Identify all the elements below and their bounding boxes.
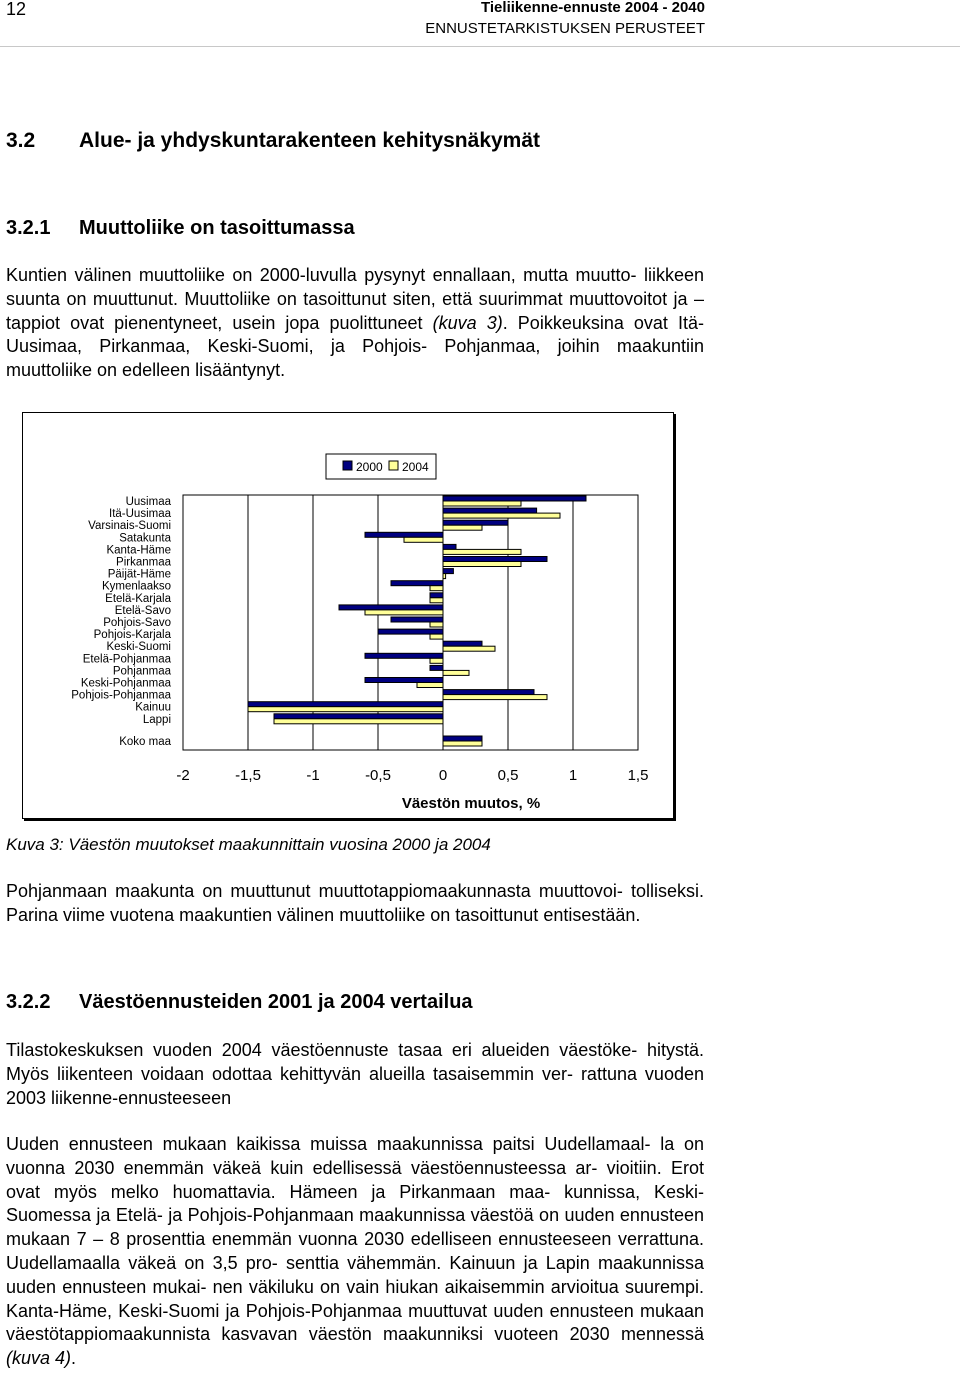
bar-2000 (443, 496, 586, 501)
bar-2004 (404, 537, 443, 542)
text-line: 2030 edelliseen ennusteeseen verrattuna. Uudellamaalla väkeä on 3,5 pro- (6, 1229, 704, 1273)
figure-caption: Kuva 3: Väestön muutokset maakunnittain vuosina 2000 ja 2004 (6, 835, 491, 854)
text-line: Pohjanmaan maakunta on muuttunut muuttotappiomaakunnasta muuttovoi- (6, 881, 623, 901)
paragraph-forecast-detail (6, 1133, 704, 1371)
category-label: Keski-Suomi (106, 641, 171, 654)
category-label: Kymenlaakso (101, 580, 171, 593)
category-label: Lappi (142, 713, 171, 726)
bar-2004 (430, 598, 443, 603)
bar-2004 (417, 683, 443, 688)
bar-2004 (430, 634, 443, 639)
category-label: Etelä-Pohjanmaa (82, 653, 171, 666)
figure-reference: (kuva 3) (422, 312, 503, 333)
category-label: Pohjois-Savo (103, 617, 171, 629)
category-label: Etelä-Savo (114, 604, 171, 617)
text-line: Keski-Suomi ja Pohjois-Pohjanmaa muuttuvat uuden ennusteen mukaan (118, 1300, 704, 1321)
x-tick-label: -1 (306, 767, 320, 784)
category-label: Kanta-Häme (106, 544, 171, 557)
bar-2004 (443, 501, 521, 506)
bar-2004 (443, 646, 495, 651)
subsection-heading-1 (6, 217, 355, 240)
text-line: tolliseksi. Parina viime vuotena maakuntien välinen muuttoliike on tasoittunut (6, 881, 704, 925)
category-label: Itä-Uusimaa (109, 508, 171, 521)
bar-2004 (365, 610, 443, 615)
text-line: hitystä. Myös liikenteen voidaan odottaa kehittyvän alueilla tasaisemmin ver- (6, 1040, 704, 1084)
x-tick-label: 0 (438, 767, 448, 784)
x-tick-label: -0,5 (365, 767, 391, 784)
category-label: Varsinais-Suomi (88, 520, 171, 533)
bar-2000 (443, 641, 482, 646)
subsection-title-2: Väestöennusteiden 2001 ja 2004 vertailua (79, 991, 473, 1013)
subsection-number-2: 3.2.2 (6, 991, 51, 1013)
text-line: liikkeen suunta on muuttunut. Muuttoliike on tasoittunut siten, että suurimmat (6, 265, 704, 309)
text-line: la on vuonna 2030 enemmän väkeä kuin edellisessä väestöennusteessa ar- (6, 1134, 704, 1178)
subsection-heading-2 (6, 991, 473, 1014)
bar-2004 (443, 574, 446, 579)
header-rule (0, 46, 960, 47)
text-line: väestötappiomaakunnista kasvavan väestön maakunniksi vuoteen 2030 (6, 1324, 610, 1345)
bar-2000 (443, 508, 537, 513)
legend-swatch-2004 (389, 461, 398, 470)
x-tick-label: 1,5 (627, 767, 649, 784)
x-tick-label: 0,5 (497, 767, 519, 784)
bar-2004 (430, 658, 443, 663)
bar-2000 (365, 653, 443, 658)
paragraph-migration (6, 264, 704, 383)
text-line: väestöä on uuden ennusteen mukaan 7 – 8 prosenttia enemmän vuonna (6, 1205, 704, 1250)
text-line: senttia vähemmän. Kainuun ja Lapin maakunnissa uuden ennusteen mukai- (6, 1252, 705, 1297)
bar-2000 (339, 605, 443, 610)
section-title: Alue- ja yhdyskuntarakenteen kehitysnäkymät (79, 129, 541, 152)
text-line: rattuna vuoden 2003 liikenne-ennusteeseen (6, 1063, 704, 1108)
text-line: Poikkeuksina ovat Itä-Uusimaa, Pirkanmaa, Keski-Suomi, ja Pohjois- (6, 312, 704, 357)
bar-2004 (430, 586, 443, 591)
header-subtitle: ENNUSTETARKISTUKSEN PERUSTEET (425, 20, 705, 37)
chart-svg (23, 413, 673, 818)
text-line: entisestään. (543, 904, 641, 925)
figure-reference: (kuva 4) (6, 1348, 72, 1369)
bar-2000 (365, 532, 443, 537)
paragraph-pohjanmaa (6, 880, 704, 928)
population-change-chart (22, 412, 674, 819)
bar-2000 (443, 690, 534, 695)
header-title: Tieliikenne-ennuste 2004 - 2040 (481, 0, 705, 16)
section-heading (6, 129, 540, 153)
subsection-number-1: 3.2.1 (6, 217, 51, 239)
bar-2000 (378, 629, 443, 634)
bar-2004 (443, 695, 547, 700)
text-line: kunnissa, Keski-Suomessa ja Etelä- ja Pohjois-Pohjanmaan maakunnissa (6, 1181, 704, 1226)
legend-label-2004: 2004 (402, 460, 429, 474)
bar-2000 (430, 593, 443, 598)
x-tick-label: -1,5 (235, 767, 261, 784)
text-line: Pohjanmaa, joihin maakuntiin muuttoliike on edelleen lisääntynyt. (6, 336, 704, 381)
bar-2004 (443, 525, 482, 530)
category-label: Pohjois-Pohjanmaa (71, 689, 171, 702)
bar-2000 (365, 678, 443, 683)
bar-2000 (443, 520, 508, 525)
bar-2000 (248, 702, 443, 707)
bar-2004 (443, 513, 560, 518)
text-line: . (502, 312, 508, 333)
legend-swatch-2000 (343, 461, 352, 470)
category-label: Pirkanmaa (116, 556, 171, 569)
bar-2004 (443, 670, 469, 675)
bar-2000 (443, 736, 482, 741)
x-tick-label: 1 (568, 767, 578, 784)
bar-2004 (443, 562, 521, 567)
bar-2000 (274, 714, 443, 719)
bar-2000 (443, 569, 453, 574)
text-line: muuttovoitot ja –tappiot ovat pienentyneet, usein jopa puolittuneet (6, 288, 704, 333)
x-axis-title: Väestön muutos, % (401, 795, 541, 812)
category-label: Pohjanmaa (112, 665, 171, 678)
legend-label-2000: 2000 (356, 460, 383, 474)
x-tick-label: -2 (176, 767, 190, 784)
bar-2000 (391, 581, 443, 586)
text-line: vioitiin. Erot ovat myös melko huomattavia. Hämeen ja Pirkanmaan maa- (6, 1157, 704, 1202)
category-label: Etelä-Karjala (105, 592, 171, 605)
text-line: Kuntien välinen muuttoliike on 2000-luvulla pysynyt ennallaan, mutta muutto- (6, 265, 637, 285)
bar-2004 (443, 549, 521, 554)
bar-2004 (430, 622, 443, 627)
category-label: Kainuu (135, 701, 171, 714)
paragraph-forecast-intro (6, 1039, 704, 1110)
text-line: mennessä (620, 1324, 704, 1345)
bar-2004 (443, 741, 482, 746)
category-label: Uusimaa (125, 496, 171, 508)
category-label: Päijät-Häme (107, 568, 171, 581)
bar-2000 (443, 544, 456, 549)
category-label: Keski-Pohjanmaa (80, 677, 171, 690)
category-label: Satakunta (119, 532, 171, 545)
bar-2004 (248, 707, 443, 712)
subsection-title-1: Muuttoliike on tasoittumassa (79, 217, 355, 239)
text-line: Uuden ennusteen mukaan kaikissa muissa maakunnissa paitsi Uudellamaal- (6, 1134, 651, 1154)
category-label: Koko maa (119, 736, 171, 748)
page-number: 12 (6, 0, 27, 19)
bar-2000 (430, 665, 443, 670)
text-line: Tilastokeskuksen vuoden 2004 väestöennuste tasaa eri alueiden väestöke- (6, 1040, 638, 1060)
bar-2004 (274, 719, 443, 724)
bar-2000 (391, 617, 443, 622)
text-line: nen väkiluku on vain hiukan aikaisemmin arvioitua suurempi. Kanta-Häme, (6, 1276, 705, 1321)
section-number: 3.2 (6, 129, 36, 152)
bar-2000 (443, 557, 547, 562)
category-label: Pohjois-Karjala (93, 629, 171, 642)
text-line: . (71, 1348, 77, 1369)
